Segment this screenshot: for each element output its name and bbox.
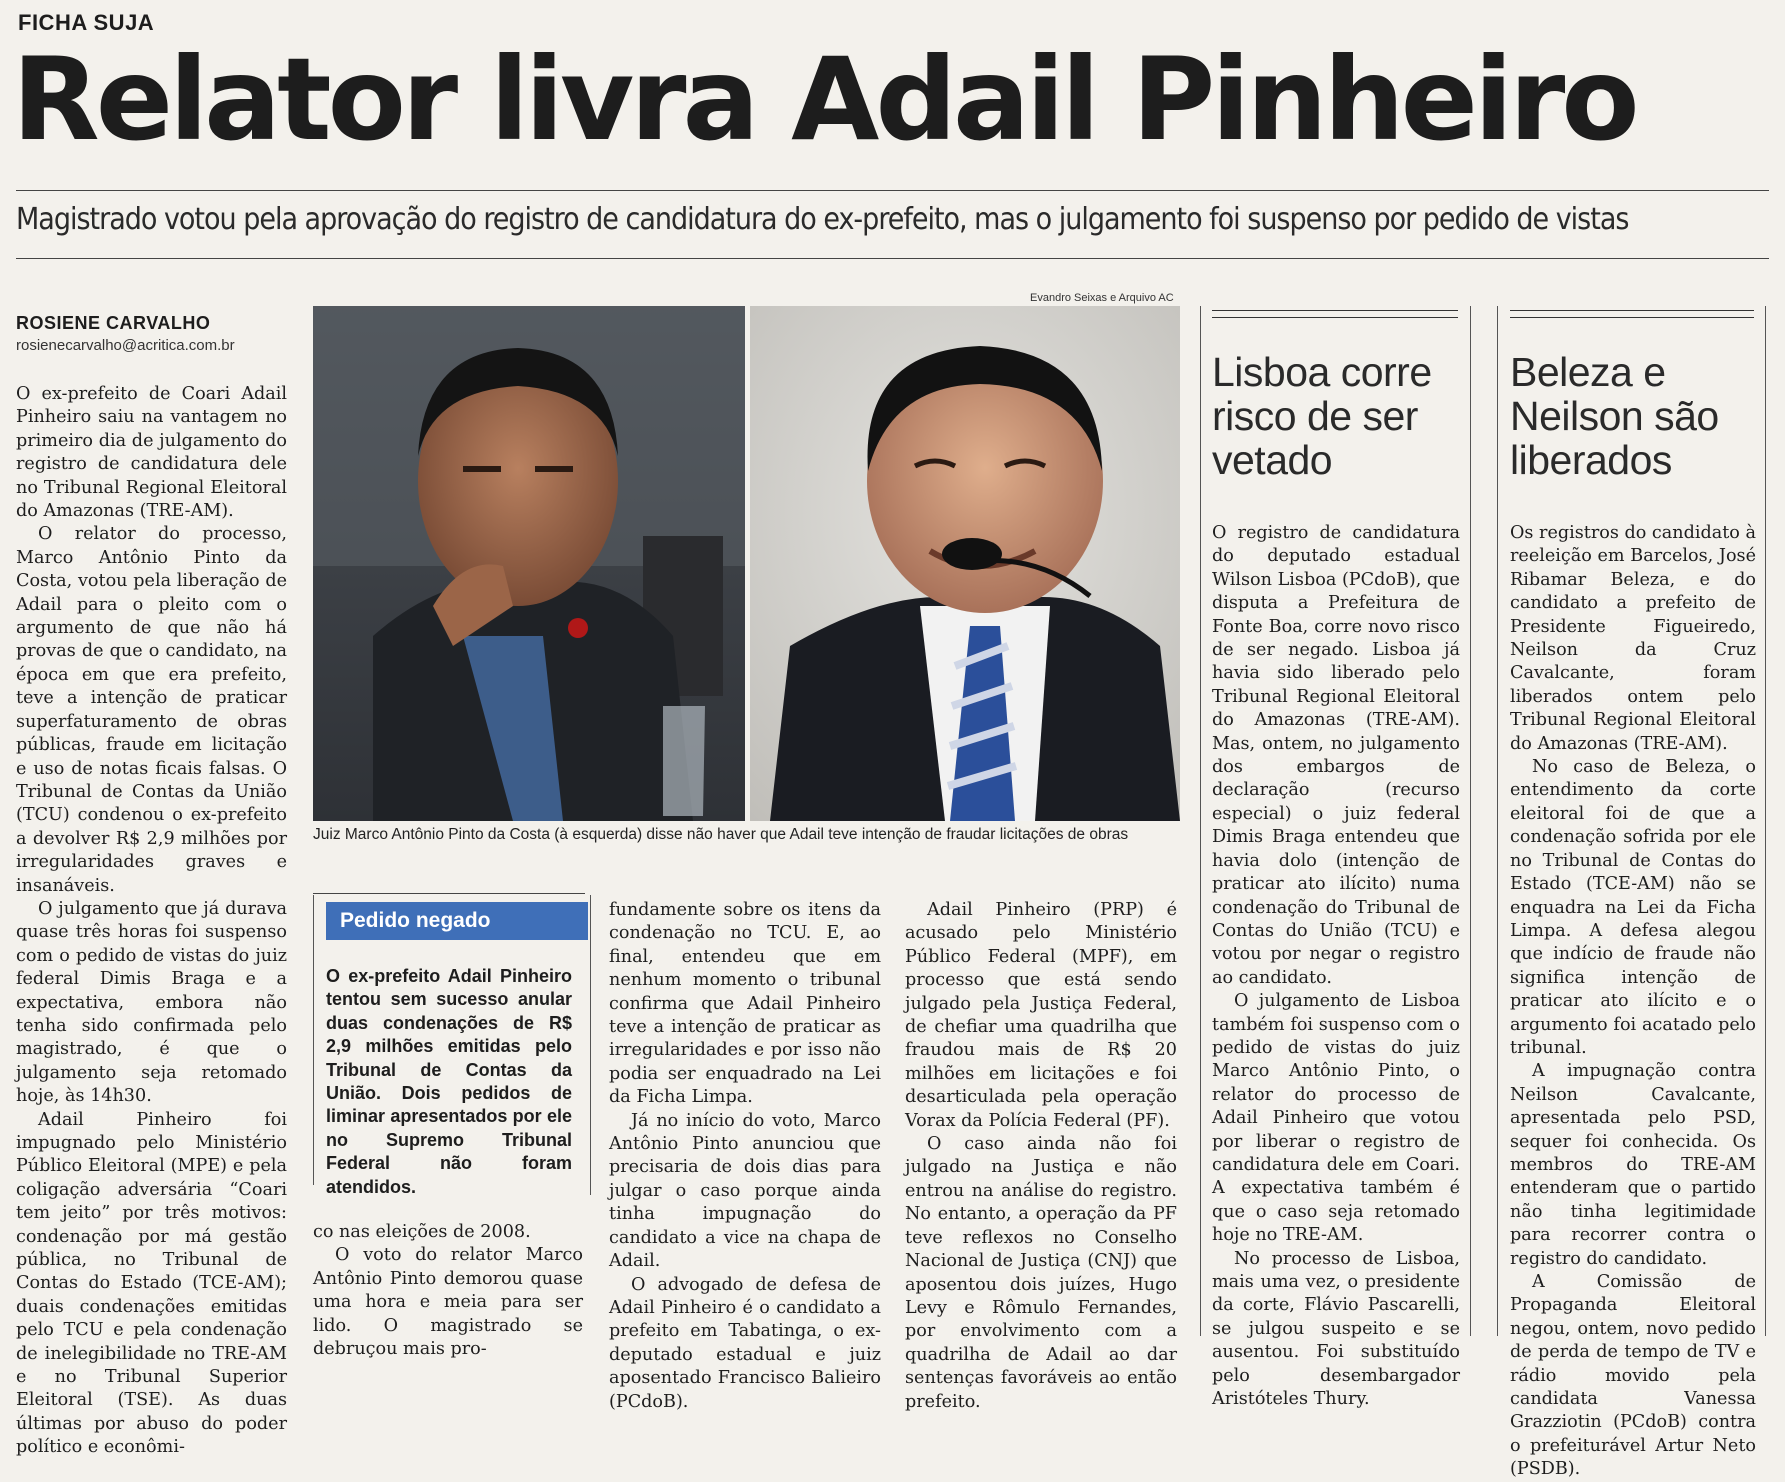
main-column-4 — [905, 899, 1177, 1414]
side1-top-bars — [1212, 310, 1458, 318]
main-column-3 — [609, 899, 881, 1414]
paragraph: co nas eleições de 2008. — [313, 1222, 531, 1242]
box-text: O ex-prefeito Adail Pinheiro tentou sem sucesso anular duas condenações de R$ 2,9 milhões emitidas pelo Tribunal de Contas da União. Dois pedidos de liminar apresentados por ele no Supremo Tribunal Federal não foram atendidos. — [326, 966, 572, 1197]
paragraph: Já no início do voto, Marco Antônio Pinto anunciou que precisaria de dois dias para julgar o caso porque ainda tinha impugnação do candidato a vice na chapa de Adail. — [609, 1110, 881, 1272]
side2-body — [1510, 522, 1756, 1482]
photo-left — [313, 306, 745, 821]
paragraph: A Comissão de Propaganda Eleitoral negou, ontem, novo pedido de perda de tempo de TV e rádio movido pela candidata Vanessa Grazziotin (PCdoB) contra o prefeiturável Artur Neto (PSDB). — [1510, 1272, 1756, 1480]
column-rule — [590, 895, 591, 1195]
side2-left-rule — [1497, 306, 1498, 1336]
paragraph: A impugnação contra Neilson Cavalcante, apresentada pelo PSD, sequer foi conhecida. Os membros do TRE-AM entenderam que o partido não tinha legitimidade para recorrer contra o registro do candidato. — [1510, 1061, 1756, 1269]
paragraph: Adail Pinheiro (PRP) é acusado pelo Ministério Público Federal (MPF), em processo que está sendo julgado pela Justiça Federal, de chefiar uma quadrilha que fraudou mais de R$ 20 milhões em licitações e foi desarticulada pela operação Vorax da Polícia Federal (PF). — [905, 900, 1177, 1131]
adail-pinheiro-portrait-image — [750, 306, 1180, 821]
paragraph: O julgamento que já durava quase três horas foi suspenso com o pedido de vistas do juiz federal Dimis Braga e a expectativa, embora não tenha sido confirmada pelo magistrado, é que o julgamento seja retomado hoje, às 14h30. — [16, 898, 287, 1107]
side2-top-bars — [1510, 310, 1754, 318]
photo-credit: Evandro Seixas e Arquivo AC — [1030, 292, 1174, 304]
paragraph: No processo de Lisboa, mais uma vez, o presidente da corte, Flávio Pascarelli, se julgou suspeito e se ausentou. Foi substituído pelo desembargador Aristóteles Thury. — [1212, 1248, 1460, 1410]
paragraph: O caso ainda não foi julgado na Justiça e não entrou na análise do registro. No entanto, a operação da PF teve reflexos no Conselho Nacional de Justiça (CNJ) que aposentou dois juízes, Hugo Levy e Rômulo Fernandes, por envolvimento com a quadrilha de Adail ao dar sentenças favoráveis ao então prefeito. — [905, 1134, 1177, 1412]
byline-email: rosienecarvalho@acritica.com.br — [16, 337, 235, 354]
paragraph: Adail Pinheiro foi impugnado pelo Ministério Público Eleitoral (MPE) e pela coligação adversária “Coari tem jeito” por três motivos: condenação por má gestão pública, no Tribunal de Contas do Estado (TCE-AM); duais condenações emitidas pelo TCU e pela condenação de inelegibilidade no TRE-AM e no Tribunal Superior Eleitoral (TSE). As duas últimas por abuso do poder político e econômi- — [16, 1109, 287, 1458]
paragraph: O julgamento de Lisboa também foi suspenso com o pedido de vistas do juiz Marco Antônio Pinto, o relator do processo de Adail Pinheiro que votou por liberar o registro de candidatura dele em Coari. A expectativa também é que o caso seja retomado hoje no TRE-AM. — [1212, 991, 1460, 1246]
deck: Magistrado votou pela aprovação do registro de candidatura do ex-prefeito, mas o julgamento foi suspenso por pedido de vistas — [16, 202, 1629, 237]
side2-title: Beleza e Neilson são liberados — [1510, 349, 1719, 483]
main-column-2 — [313, 1221, 583, 1361]
paragraph: Os registros do candidato à reeleição em Barcelos, José Ribamar Beleza, e do candidato a prefeito de Presidente Figueiredo, Neilson da Cruz Cavalcante, foram liberados ontem pelo Tribunal Regional Eleitoral do Amazonas (TRE-AM). — [1510, 523, 1756, 754]
photo-right — [750, 306, 1180, 821]
judge-portrait-image — [313, 306, 745, 821]
section-kicker: FICHA SUJA — [18, 10, 155, 35]
paragraph: O voto do relator Marco Antônio Pinto demorou quase uma hora e meia para ser lido. O magistrado se debruçou mais pro- — [313, 1245, 583, 1360]
paragraph: fundamente sobre os itens da condenação no TCU. E, ao final, entendeu que em nenhum momento o tribunal confirma que Adail Pinheiro teve a intenção de praticar as irregularidades e por isso não podia ser enquadrado na Lei da Ficha Limpa. — [609, 900, 881, 1108]
box-top-rule — [313, 893, 585, 894]
side1-left-rule — [1200, 306, 1201, 1336]
photo-caption: Juiz Marco Antônio Pinto da Costa (à esquerda) disse não haver que Adail teve intenção de fraudar licitações de obras — [313, 826, 1129, 843]
headline: Relator livra Adail Pinheiro — [12, 33, 1636, 166]
box-left-rule — [313, 895, 314, 1185]
side1-body — [1212, 522, 1460, 1411]
paragraph: O advogado de defesa de Adail Pinheiro é o candidato a prefeito em Tabatinga, o ex-deputado estadual e juiz aposentado Francisco Balieiro (PCdoB). — [609, 1274, 881, 1412]
side1-right-rule — [1470, 306, 1471, 1336]
paragraph: O relator do processo, Marco Antônio Pinto da Costa, votou pela liberação de Adail para o pleito com o argumento de que não há provas de que o candidato, na época em que era prefeito, teve a intenção de praticar superfaturamento de obras públicas, fraude em licitação e uso de notas ficais falsas. O Tribunal de Contas da União (TCU) condenou o ex-prefeito a devolver R$ 2,9 milhões por irregularidades graves e insanáveis. — [16, 524, 287, 896]
byline-author: ROSIENE CARVALHO — [16, 313, 211, 333]
side1-title: Lisboa corre risco de ser vetado — [1212, 349, 1432, 483]
paragraph: No caso de Beleza, o entendimento da corte eleitoral foi de que a condenação sofrida por ele no Tribunal de Contas do Estado (TCE-AM) não se enquadra na Lei da Ficha Limpa. A defesa alegou que indício de fraude não significa intenção de praticar ato ilícito e o argumento foi acatado pelo tribunal. — [1510, 757, 1756, 1058]
paragraph: O registro de candidatura do deputado estadual Wilson Lisboa (PCdoB), que disputa a Prefeitura de Fonte Boa, corre novo risco de ser negado. Lisboa já havia sido liberado pelo Tribunal Regional Eleitoral do Amazonas (TRE-AM). Mas, ontem, no julgamento dos embargos de declaração (recurso especial) o juiz federal Dimis Braga entendeu que havia dolo (intenção de praticar ato ilícito) numa condenação do Tribunal de Contas do União (TCU) e votou por negar o registro ao candidato. — [1212, 523, 1460, 988]
main-column-1 — [16, 383, 287, 1460]
paragraph: O ex-prefeito de Coari Adail Pinheiro saiu na vantagem no primeiro dia de julgamento do registro de candidatura dele no Tribunal Regional Eleitoral do Amazonas (TRE-AM). — [16, 384, 287, 522]
box-title: Pedido negado — [326, 902, 588, 940]
headline-rule — [16, 190, 1769, 191]
deck-rule — [16, 258, 1769, 259]
side2-right-rule — [1765, 306, 1766, 1336]
